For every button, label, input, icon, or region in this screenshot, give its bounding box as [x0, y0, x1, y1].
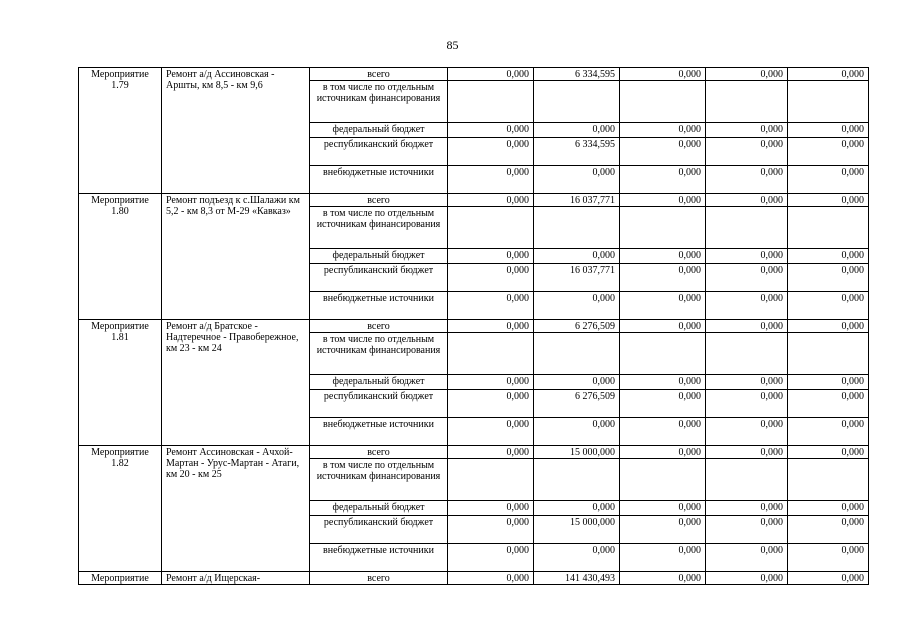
amount-cell: 16 037,771 [534, 194, 620, 207]
amount-cell: 0,000 [620, 501, 706, 516]
table-row [79, 446, 869, 459]
amount-cell: 0,000 [534, 249, 620, 264]
amount-cell: 0,000 [620, 166, 706, 194]
amount-cell [788, 81, 869, 123]
amount-cell: 0,000 [448, 292, 534, 320]
funding-source-including: в том числе по отдельным источникам финансирования [310, 81, 448, 123]
amount-cell: 0,000 [706, 123, 788, 138]
amount-cell [620, 333, 706, 375]
amount-cell [788, 459, 869, 501]
amount-cell [448, 333, 534, 375]
amount-cell: 0,000 [620, 516, 706, 544]
page-number: 85 [446, 38, 459, 52]
amount-cell: 6 334,595 [534, 68, 620, 81]
amount-cell: 0,000 [534, 375, 620, 390]
funding-source-federal: федеральный бюджет [310, 249, 448, 264]
amount-cell [788, 207, 869, 249]
amount-cell: 0,000 [788, 446, 869, 459]
amount-cell: 0,000 [788, 320, 869, 333]
amount-cell: 0,000 [788, 375, 869, 390]
funding-source-offbudget: внебюджетные источники [310, 166, 448, 194]
funding-source-offbudget: внебюджетные источники [310, 544, 448, 572]
amount-cell: 0,000 [620, 418, 706, 446]
amount-cell [448, 81, 534, 123]
funding-source-republic: республиканский бюджет [310, 390, 448, 418]
amount-cell: 0,000 [706, 501, 788, 516]
table-row [79, 320, 869, 333]
amount-cell: 0,000 [706, 544, 788, 572]
funding-source-total: всего [310, 68, 448, 81]
amount-cell: 0,000 [620, 123, 706, 138]
amount-cell: 0,000 [448, 123, 534, 138]
amount-cell [448, 207, 534, 249]
amount-cell: 6 276,509 [534, 320, 620, 333]
amount-cell: 0,000 [534, 166, 620, 194]
amount-cell: 0,000 [620, 446, 706, 459]
amount-cell [788, 333, 869, 375]
amount-cell: 0,000 [706, 320, 788, 333]
amount-cell: 0,000 [706, 264, 788, 292]
amount-cell: 0,000 [620, 194, 706, 207]
measure-id: Мероприятие 1.80 [79, 194, 162, 320]
amount-cell: 0,000 [448, 194, 534, 207]
amount-cell: 15 000,000 [534, 446, 620, 459]
funding-source-including: в том числе по отдельным источникам финансирования [310, 207, 448, 249]
amount-cell [448, 459, 534, 501]
measure-id: Мероприятие 1.82 [79, 446, 162, 572]
amount-cell: 0,000 [534, 501, 620, 516]
funding-source-total: всего [310, 572, 448, 585]
amount-cell: 141 430,493 [534, 572, 620, 585]
amount-cell [620, 207, 706, 249]
amount-cell: 0,000 [788, 292, 869, 320]
measure-id: Мероприятие 1.79 [79, 68, 162, 194]
amount-cell [706, 459, 788, 501]
amount-cell: 0,000 [534, 418, 620, 446]
amount-cell: 0,000 [788, 194, 869, 207]
funding-source-federal: федеральный бюджет [310, 501, 448, 516]
amount-cell: 0,000 [620, 68, 706, 81]
amount-cell: 0,000 [448, 544, 534, 572]
amount-cell: 0,000 [448, 249, 534, 264]
amount-cell: 0,000 [788, 501, 869, 516]
table-row [79, 68, 869, 81]
amount-cell: 0,000 [788, 166, 869, 194]
amount-cell: 0,000 [448, 68, 534, 81]
amount-cell: 0,000 [620, 292, 706, 320]
amount-cell: 0,000 [788, 138, 869, 166]
amount-cell: 0,000 [706, 572, 788, 585]
amount-cell: 0,000 [448, 572, 534, 585]
amount-cell: 0,000 [448, 446, 534, 459]
amount-cell: 0,000 [448, 501, 534, 516]
measure-name: Ремонт подъезд к с.Шалажи км 5,2 - км 8,3 от М-29 «Кавказ» [162, 194, 310, 320]
funding-source-total: всего [310, 320, 448, 333]
amount-cell: 0,000 [706, 138, 788, 166]
amount-cell: 0,000 [620, 138, 706, 166]
amount-cell: 6 334,595 [534, 138, 620, 166]
funding-source-republic: республиканский бюджет [310, 516, 448, 544]
amount-cell: 0,000 [706, 292, 788, 320]
amount-cell: 0,000 [620, 572, 706, 585]
funding-source-federal: федеральный бюджет [310, 123, 448, 138]
amount-cell [620, 81, 706, 123]
measure-id: Мероприятие 1.81 [79, 320, 162, 446]
amount-cell: 0,000 [448, 390, 534, 418]
amount-cell: 15 000,000 [534, 516, 620, 544]
amount-cell: 0,000 [534, 292, 620, 320]
measure-name: Ремонт а/д Братское - Надтеречное - Правобережное, км 23 - км 24 [162, 320, 310, 446]
funding-source-offbudget: внебюджетные источники [310, 292, 448, 320]
amount-cell: 0,000 [620, 390, 706, 418]
amount-cell: 0,000 [534, 544, 620, 572]
amount-cell: 0,000 [448, 516, 534, 544]
amount-cell: 0,000 [706, 390, 788, 418]
amount-cell [534, 207, 620, 249]
amount-cell: 0,000 [706, 446, 788, 459]
amount-cell: 0,000 [788, 544, 869, 572]
amount-cell: 16 037,771 [534, 264, 620, 292]
amount-cell: 0,000 [706, 166, 788, 194]
amount-cell: 0,000 [448, 166, 534, 194]
amount-cell: 0,000 [448, 375, 534, 390]
amount-cell: 0,000 [448, 418, 534, 446]
amount-cell [534, 459, 620, 501]
amount-cell: 0,000 [788, 249, 869, 264]
amount-cell: 0,000 [788, 390, 869, 418]
measure-name: Ремонт а/д Ассиновская - Аршты, км 8,5 - км 9,6 [162, 68, 310, 194]
funding-source-republic: республиканский бюджет [310, 138, 448, 166]
amount-cell: 0,000 [620, 320, 706, 333]
amount-cell [706, 333, 788, 375]
amount-cell [534, 333, 620, 375]
table-row [79, 572, 869, 585]
amount-cell: 0,000 [448, 320, 534, 333]
measure-name: Ремонт а/д Ищерская- [162, 572, 310, 585]
amount-cell: 0,000 [788, 418, 869, 446]
budget-table [78, 67, 869, 585]
amount-cell: 0,000 [448, 138, 534, 166]
amount-cell: 0,000 [788, 572, 869, 585]
amount-cell: 0,000 [706, 194, 788, 207]
measure-name: Ремонт Ассиновская - Ачхой-Мартан - Урус-Мартан - Атаги, км 20 - км 25 [162, 446, 310, 572]
amount-cell: 0,000 [620, 264, 706, 292]
amount-cell: 0,000 [706, 375, 788, 390]
funding-source-offbudget: внебюджетные источники [310, 418, 448, 446]
amount-cell [706, 81, 788, 123]
amount-cell: 0,000 [788, 123, 869, 138]
amount-cell [706, 207, 788, 249]
amount-cell: 0,000 [620, 375, 706, 390]
measure-id: Мероприятие [79, 572, 162, 585]
amount-cell [534, 81, 620, 123]
amount-cell: 0,000 [534, 123, 620, 138]
amount-cell: 0,000 [706, 249, 788, 264]
amount-cell: 0,000 [788, 516, 869, 544]
amount-cell: 0,000 [620, 249, 706, 264]
amount-cell: 6 276,509 [534, 390, 620, 418]
funding-source-total: всего [310, 446, 448, 459]
funding-source-federal: федеральный бюджет [310, 375, 448, 390]
funding-source-including: в том числе по отдельным источникам финансирования [310, 459, 448, 501]
funding-source-including: в том числе по отдельным источникам финансирования [310, 333, 448, 375]
amount-cell: 0,000 [706, 68, 788, 81]
amount-cell: 0,000 [448, 264, 534, 292]
table-row [79, 194, 869, 207]
amount-cell [620, 459, 706, 501]
funding-source-republic: республиканский бюджет [310, 264, 448, 292]
funding-source-total: всего [310, 194, 448, 207]
amount-cell: 0,000 [706, 418, 788, 446]
amount-cell: 0,000 [788, 264, 869, 292]
amount-cell: 0,000 [706, 516, 788, 544]
amount-cell: 0,000 [620, 544, 706, 572]
budget-table-body [79, 68, 869, 585]
amount-cell: 0,000 [788, 68, 869, 81]
